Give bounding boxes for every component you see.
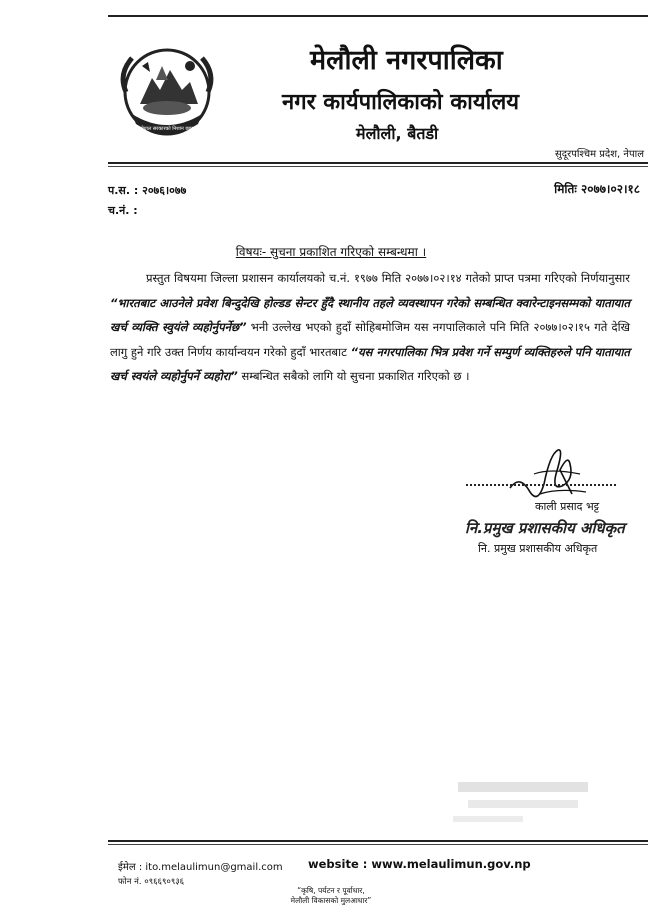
faded-stamp-icon <box>448 770 598 830</box>
body-part-2: भनी उल्लेख भएको हुदाँ सोहिबमोजिम यस नगपालिकाले पनि मिति २०७७।०२।१५ गते देखि लागु हुने गरि उक्त निर्णय कार्यान्वयन गरेको हुदाँ भारतबाट <box>110 320 630 359</box>
motto-line-1: “कृषि, पर्यटन र पूर्वाधार, <box>297 886 365 895</box>
signature-line <box>466 484 616 486</box>
subject-line <box>0 243 662 260</box>
footer-email: ईमेल : ito.melaulimun@gmail.com <box>118 862 283 873</box>
reference-number: प.स. : २०७६।०७७ <box>108 184 187 197</box>
footer-divider-thin <box>108 844 648 845</box>
emblem-text: नेपाल सरकारको निशान छाप <box>141 126 193 132</box>
top-border-line <box>108 15 648 17</box>
body-quote-1: “भारतबाट आउनेले प्रवेश बिन्दुदेखि होल्डड सेन्टर हुँदै स्थानीय तहले व्यवस्थापन गरेको सम्बन्धित क्वारेन्टाइनसम्मको यातायात खर्च व्यक्ति स्वुयंले व्यहोर्नुपर्नेछ” <box>110 295 630 334</box>
subject-text: विषयः- सुचना प्रकाशित गरिएको सम्बन्धमा । <box>235 245 427 259</box>
footer-phone: फोन नं. ०९६६९०९३६ <box>118 877 185 887</box>
org-name: मेलौली नगरपालिका <box>310 45 503 76</box>
body-quote-2: “यस नगरपालिका भित्र प्रवेश गर्ने सम्पुर्ण व्यक्तिहरुले पनि यातायात खर्च स्वयंले व्यहोर्नुपर्ने व्यहोरा” <box>110 344 630 383</box>
province-text: सुदूरपश्चिम प्रदेश, नेपाल <box>555 149 644 160</box>
body-part-1: प्रस्तुत विषयमा जिल्ला प्रशासन कार्यालयको च.नं. १९७७ मिति २०७७।०२।१४ गतेको प्राप्त पत्रमा गरिएको निर्णयानुसार <box>146 271 630 285</box>
footer-website: website : www.melaulimun.gov.np <box>308 857 531 871</box>
signer-designation: नि. प्रमुख प्रशासकीय अधिकृत <box>478 542 598 555</box>
footer-motto <box>0 886 662 906</box>
header-divider-thin <box>108 166 648 167</box>
official-title-stamp: नि.प्रमुख प्रशासकीय अधिकृत <box>465 519 625 537</box>
dispatch-number: च.नं. : <box>108 204 138 217</box>
signer-name: काली प्रसाद भट्ट <box>535 500 600 513</box>
office-name: नगर कार्यपालिकाको कार्यालय <box>282 90 519 115</box>
header-divider <box>108 162 648 164</box>
body-part-3: सम्बन्धित सबैको लागि यो सुचना प्रकाशित गरिएको छ । <box>237 369 470 383</box>
motto-line-2: मेलौली विकासको मुलआधार” <box>290 896 372 905</box>
nepal-emblem-icon <box>112 44 222 144</box>
office-location: मेलौली, बैतडी <box>356 124 439 143</box>
letter-body <box>110 266 630 389</box>
footer-divider <box>108 840 648 842</box>
body-paragraph <box>110 266 630 389</box>
letter-date: मितिः २०७७।०२।१८ <box>554 182 640 196</box>
